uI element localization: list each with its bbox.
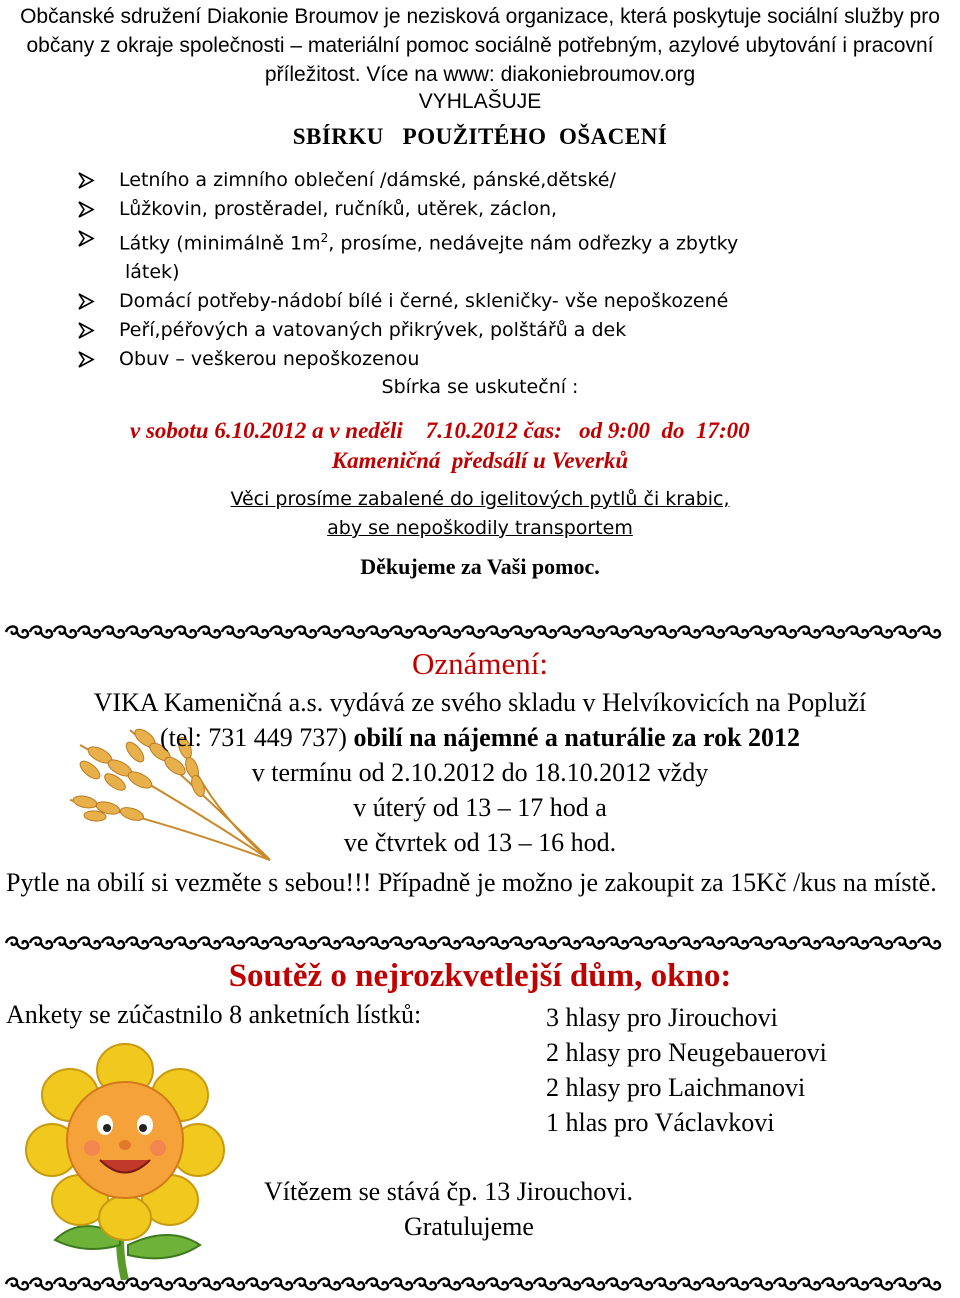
list-item-text: Peří,péřových a vatovaných přikrývek, polštářů a dek — [119, 319, 627, 342]
vote-item: 3 hlasy pro Jirouchovi — [546, 1003, 778, 1032]
heading-sbirku-text: SBÍRKU POUŽITÉHO OŠACENÍ — [292, 124, 668, 149]
bullet-arrow-icon — [76, 195, 98, 224]
superscript: 2 — [320, 231, 329, 245]
bullet-arrow-icon — [76, 345, 98, 374]
list-item-text-after: , prosíme, nedávejte nám odřezky a zbytky — [328, 232, 739, 255]
bullet-arrow-icon — [76, 316, 98, 345]
list-item-text: Domácí potřeby-nádobí bílé i černé, skleničky- vše nepoškozené — [119, 290, 729, 313]
collection-intro: Sbírka se uskuteční : — [381, 376, 579, 398]
announcement-line4: v úterý od 13 – 17 hod a — [353, 793, 607, 822]
contest-title: Soutěž o nejrozkvetlejší dům, okno: — [228, 958, 732, 994]
vote-item: 1 hlas pro Václavkovi — [546, 1108, 775, 1137]
intro-text: Občanské sdružení Diakonie Broumov je nezisková organizace, která poskytuje sociální služby pro občany z okraje společnosti – materiální pomoc sociálně potřebným, azylové ubytování i pracovní příležitost. Více na www: diakoniebroumov.org — [20, 5, 940, 86]
list-item — [76, 195, 936, 224]
announcement-title: Oznámení: — [411, 646, 548, 681]
announcement-line3: v termínu od 2.10.2012 do 18.10.2012 vždy — [251, 758, 709, 787]
ornament-divider — [0, 1276, 960, 1292]
collection-items-list — [76, 166, 936, 374]
flower-icon — [20, 1040, 230, 1280]
heading-vyhlasuje: VYHLAŠUJE — [418, 90, 542, 113]
list-item — [76, 287, 936, 316]
bullet-arrow-icon — [76, 287, 98, 316]
announcement-line5: ve čtvrtek od 13 – 16 hod. — [343, 828, 617, 857]
list-item — [76, 224, 936, 287]
packing-note-line1: Věci prosíme zabalené do igelitových pytlů či krabic, — [230, 488, 730, 510]
bullet-arrow-icon — [76, 224, 98, 253]
contest-ankety: Ankety se zúčastnilo 8 anketních lístků: — [6, 1000, 422, 1029]
list-item-text: Letního a zimního oblečení /dámské, pánské,dětské/ — [119, 169, 616, 191]
bullet-arrow-icon — [76, 166, 98, 195]
announcement-phone: (tel: 731 449 737) — [159, 723, 354, 752]
ornament-divider — [0, 624, 960, 640]
contest-votes — [546, 1000, 827, 1140]
list-item — [76, 345, 936, 374]
collection-place: Kameničná předsálí u Veverků — [331, 448, 629, 473]
announcement-subject: obilí na nájemné a naturálie za rok 2012 — [353, 723, 801, 752]
packing-note — [0, 485, 960, 543]
announcement-line1: VIKA Kameničná a.s. vydává ze svého skladu v Helvíkovicích na Popluží — [93, 688, 867, 717]
list-item — [76, 316, 936, 345]
contest-congrats: Gratulujeme — [404, 1212, 534, 1241]
ornament-divider — [0, 935, 960, 951]
packing-note-line2: aby se nepoškodily transportem — [327, 517, 633, 539]
contest-winner: Vítězem se stává čp. 13 Jirouchovi. — [264, 1177, 633, 1206]
announcement-bags-note: Pytle na obilí si vezměte s sebou!!! Případně je možno je zakoupit za 15Kč /kus na místě. — [6, 868, 937, 897]
list-item-text: Látky (minimálně 1m — [119, 232, 321, 255]
vote-item: 2 hlasy pro Laichmanovi — [546, 1073, 806, 1102]
vote-item: 2 hlasy pro Neugebauerovi — [546, 1038, 827, 1067]
heading-sbirku — [0, 124, 960, 150]
thanks-text: Děkujeme za Vaši pomoc. — [360, 554, 600, 579]
collection-date: v sobotu 6.10.2012 a v neděli 7.10.2012 čas: od 9:00 do 17:00 — [130, 418, 750, 443]
announcement-line2 — [0, 723, 960, 753]
list-item-continuation: látek) — [125, 261, 180, 284]
list-item-text: Obuv – veškerou nepoškozenou — [119, 348, 420, 371]
list-item-text: Lůžkovin, prostěradel, ručníků, utěrek, záclon, — [119, 198, 558, 220]
list-item — [76, 166, 936, 195]
